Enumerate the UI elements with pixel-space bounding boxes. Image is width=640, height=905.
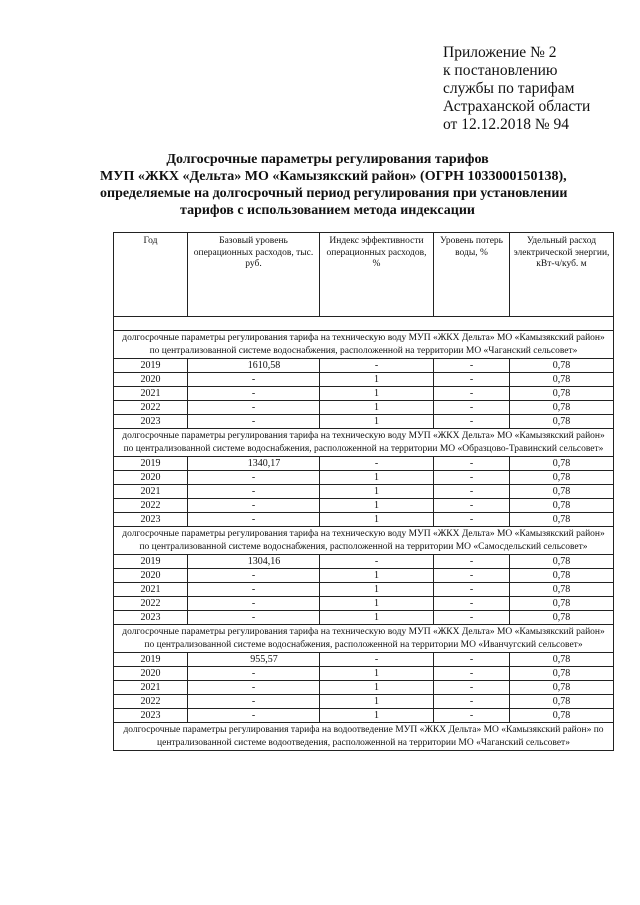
appendix-block [443, 44, 633, 134]
appendix-line-4: Астраханской области [443, 98, 591, 115]
section-row [114, 527, 614, 555]
table-row [114, 695, 614, 709]
table-row [114, 569, 614, 583]
base-opex-cell: - [188, 709, 320, 723]
energy-cell: 0,78 [510, 485, 614, 499]
table-row [114, 499, 614, 513]
table-row [114, 457, 614, 471]
energy-cell: 0,78 [510, 653, 614, 667]
water-loss-cell: - [434, 555, 510, 569]
year-cell: 2022 [114, 597, 188, 611]
table-row [114, 709, 614, 723]
appendix-line-1: Приложение № 2 [443, 44, 557, 61]
table-row [114, 667, 614, 681]
year-cell: 2021 [114, 583, 188, 597]
appendix-line-2: к постановлению [443, 62, 558, 79]
base-opex-cell: - [188, 695, 320, 709]
water-loss-cell: - [434, 695, 510, 709]
energy-cell: 0,78 [510, 499, 614, 513]
header-water-loss: Уровень потерь воды, % [434, 233, 510, 317]
energy-cell: 0,78 [510, 597, 614, 611]
base-opex-cell: - [188, 499, 320, 513]
water-loss-cell: - [434, 569, 510, 583]
energy-cell: 0,78 [510, 695, 614, 709]
energy-cell: 0,78 [510, 583, 614, 597]
section-label: долгосрочные параметры регулирования тарифа на техническую воду МУП «ЖКХ Дельта» МО «Камызякский район» по централизованной системе водоснабжения, расположенной на территории МО «Чаганский сельсовет» [114, 331, 614, 359]
year-cell: 2022 [114, 499, 188, 513]
title-line-1: Долгосрочные параметры регулирования тарифов [166, 152, 489, 167]
tariff-parameters-table [113, 232, 614, 751]
section-label: долгосрочные параметры регулирования тарифа на техническую воду МУП «ЖКХ Дельта» МО «Камызякский район» по централизованной системе водоснабжения, расположенной на территории МО «Образцово-Травинский сельсовет» [114, 429, 614, 457]
water-loss-cell: - [434, 653, 510, 667]
water-loss-cell: - [434, 485, 510, 499]
section-label: долгосрочные параметры регулирования тарифа на техническую воду МУП «ЖКХ Дельта» МО «Камызякский район» по централизованной системе водоснабжения, расположенной на территории МО «Иванчугский сельсовет» [114, 625, 614, 653]
water-loss-cell: - [434, 415, 510, 429]
base-opex-cell: - [188, 513, 320, 527]
water-loss-cell: - [434, 373, 510, 387]
section-label: долгосрочные параметры регулирования тарифа на водоотведение МУП «ЖКХ Дельта» МО «Камызякский район» по централизованной системе водоотведения, расположенной на территории МО «Чаганский сельсовет» [114, 723, 614, 751]
base-opex-cell: - [188, 387, 320, 401]
energy-cell: 0,78 [510, 513, 614, 527]
base-opex-cell: - [188, 597, 320, 611]
water-loss-cell: - [434, 359, 510, 373]
energy-cell: 0,78 [510, 401, 614, 415]
table-body [114, 317, 614, 751]
energy-cell: 0,78 [510, 359, 614, 373]
table-row [114, 513, 614, 527]
energy-cell: 0,78 [510, 555, 614, 569]
appendix-line-3: службы по тарифам [443, 80, 575, 97]
header-efficiency-index: Индекс эффективности операционных расходов, % [320, 233, 434, 317]
appendix-line-5: от 12.12.2018 № 94 [443, 116, 569, 133]
efficiency-index-cell: 1 [320, 499, 434, 513]
efficiency-index-cell: 1 [320, 681, 434, 695]
base-opex-cell: - [188, 667, 320, 681]
year-cell: 2023 [114, 709, 188, 723]
efficiency-index-cell: 1 [320, 513, 434, 527]
table-row [114, 359, 614, 373]
base-opex-cell: 1304,16 [188, 555, 320, 569]
water-loss-cell: - [434, 611, 510, 625]
energy-cell: 0,78 [510, 415, 614, 429]
energy-cell: 0,78 [510, 709, 614, 723]
base-opex-cell: 955,57 [188, 653, 320, 667]
section-row [114, 429, 614, 457]
efficiency-index-cell: - [320, 555, 434, 569]
efficiency-index-cell: 1 [320, 373, 434, 387]
base-opex-cell: - [188, 415, 320, 429]
efficiency-index-cell: 1 [320, 709, 434, 723]
energy-cell: 0,78 [510, 681, 614, 695]
section-row [114, 331, 614, 359]
water-loss-cell: - [434, 499, 510, 513]
section-row [114, 723, 614, 751]
year-cell: 2023 [114, 513, 188, 527]
table-row [114, 373, 614, 387]
efficiency-index-cell: 1 [320, 387, 434, 401]
table-row [114, 485, 614, 499]
table-row [114, 387, 614, 401]
table-row [114, 597, 614, 611]
efficiency-index-cell: 1 [320, 485, 434, 499]
energy-cell: 0,78 [510, 471, 614, 485]
base-opex-cell: - [188, 373, 320, 387]
efficiency-index-cell: 1 [320, 569, 434, 583]
table-row [114, 583, 614, 597]
year-cell: 2020 [114, 471, 188, 485]
base-opex-cell: - [188, 681, 320, 695]
water-loss-cell: - [434, 681, 510, 695]
title-line-3: определяемые на долгосрочный период регулирования при установлении [100, 186, 568, 201]
year-cell: 2023 [114, 415, 188, 429]
table-row [114, 681, 614, 695]
document-title [100, 151, 568, 219]
energy-cell: 0,78 [510, 569, 614, 583]
table-row [114, 471, 614, 485]
base-opex-cell: - [188, 401, 320, 415]
table-row [114, 555, 614, 569]
year-cell: 2019 [114, 457, 188, 471]
year-cell: 2022 [114, 401, 188, 415]
spacer-row [114, 317, 614, 331]
year-cell: 2021 [114, 387, 188, 401]
base-opex-cell: - [188, 569, 320, 583]
efficiency-index-cell: - [320, 653, 434, 667]
year-cell: 2023 [114, 611, 188, 625]
header-energy-consumption: Удельный расход электрической энергии, кВт-ч/куб. м [510, 233, 614, 317]
year-cell: 2019 [114, 653, 188, 667]
year-cell: 2021 [114, 681, 188, 695]
section-row [114, 625, 614, 653]
energy-cell: 0,78 [510, 457, 614, 471]
base-opex-cell: - [188, 583, 320, 597]
efficiency-index-cell: 1 [320, 471, 434, 485]
water-loss-cell: - [434, 457, 510, 471]
water-loss-cell: - [434, 471, 510, 485]
table-header-row [114, 233, 614, 317]
year-cell: 2020 [114, 569, 188, 583]
year-cell: 2019 [114, 359, 188, 373]
efficiency-index-cell: 1 [320, 597, 434, 611]
year-cell: 2021 [114, 485, 188, 499]
year-cell: 2022 [114, 695, 188, 709]
water-loss-cell: - [434, 667, 510, 681]
efficiency-index-cell: 1 [320, 415, 434, 429]
energy-cell: 0,78 [510, 667, 614, 681]
water-loss-cell: - [434, 597, 510, 611]
efficiency-index-cell: 1 [320, 401, 434, 415]
energy-cell: 0,78 [510, 387, 614, 401]
efficiency-index-cell: 1 [320, 695, 434, 709]
year-cell: 2020 [114, 667, 188, 681]
water-loss-cell: - [434, 387, 510, 401]
base-opex-cell: 1610,58 [188, 359, 320, 373]
water-loss-cell: - [434, 401, 510, 415]
year-cell: 2020 [114, 373, 188, 387]
section-label: долгосрочные параметры регулирования тарифа на техническую воду МУП «ЖКХ Дельта» МО «Камызякский район» по централизованной системе водоснабжения, расположенной на территории МО «Самосдельский сельсовет» [114, 527, 614, 555]
water-loss-cell: - [434, 709, 510, 723]
table-row [114, 415, 614, 429]
base-opex-cell: - [188, 611, 320, 625]
header-year: Год [114, 233, 188, 317]
table-row [114, 653, 614, 667]
base-opex-cell: - [188, 485, 320, 499]
water-loss-cell: - [434, 513, 510, 527]
efficiency-index-cell: 1 [320, 611, 434, 625]
year-cell: 2019 [114, 555, 188, 569]
efficiency-index-cell: 1 [320, 583, 434, 597]
base-opex-cell: 1340,17 [188, 457, 320, 471]
header-base-opex: Базовый уровень операционных расходов, тыс. руб. [188, 233, 320, 317]
water-loss-cell: - [434, 583, 510, 597]
table-row [114, 611, 614, 625]
energy-cell: 0,78 [510, 373, 614, 387]
efficiency-index-cell: 1 [320, 667, 434, 681]
spacer-cell [114, 317, 614, 331]
title-line-4: тарифов с использованием метода индексации [180, 203, 475, 218]
table-row [114, 401, 614, 415]
energy-cell: 0,78 [510, 611, 614, 625]
base-opex-cell: - [188, 471, 320, 485]
efficiency-index-cell: - [320, 359, 434, 373]
title-line-2: МУП «ЖКХ «Дельта» МО «Камызякский район» (ОГРН 1033000150138), [100, 169, 567, 184]
efficiency-index-cell: - [320, 457, 434, 471]
